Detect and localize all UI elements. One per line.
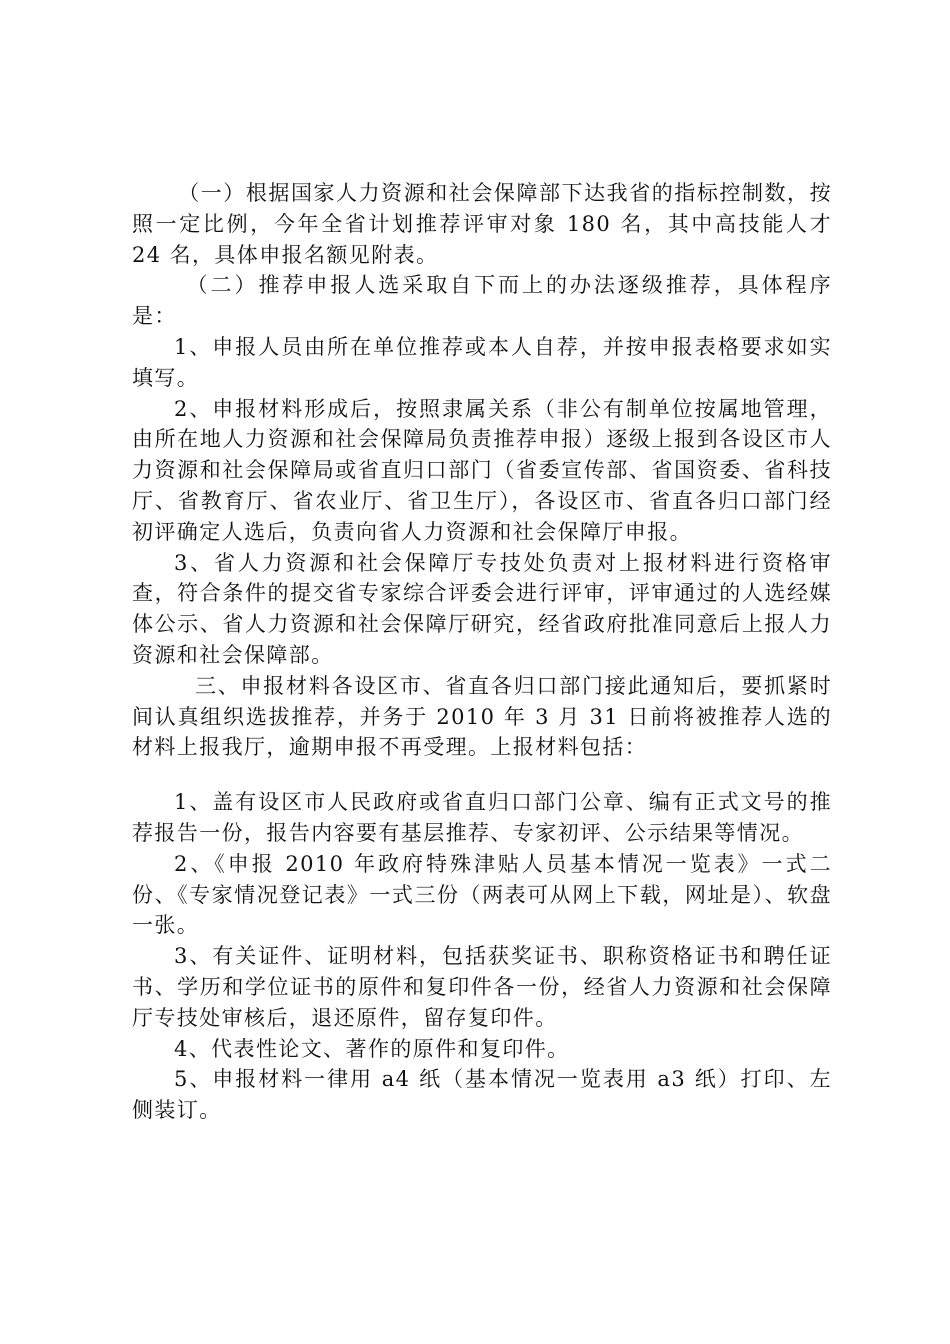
paragraph-gap [132,763,832,787]
paragraph-procedure-step-2: 2、申报材料形成后，按照隶属关系（非公有制单位按属地管理，由所在地人力资源和社会保障局负责推荐申报）逐级上报到各设区市人力资源和社会保障局或省直归口部门（省委宣传部、省国资委、省科技厅、省教育厅、省农业厅、省卫生厅），各设区市、省直各归口部门经初评确定人选后，负责向省人力资源和社会保障厅申报。 [132,396,832,544]
paragraph-procedure-step-1: 1、申报人员由所在单位推荐或本人自荐，并按申报表格要求如实填写。 [132,334,832,390]
paragraph-quota: （一）根据国家人力资源和社会保障部下达我省的指标控制数，按照一定比例，今年全省计划推荐评审对象 180 名，其中高技能人才 24 名，具体申报名额见附表。 [132,181,832,267]
paragraph-material-2: 2、《申报 2010 年政府特殊津贴人员基本情况一览表》一式二份、《专家情况登记表》一式三份（两表可从网上下载，网址是）、软盘一张。 [132,851,832,938]
paragraph-material-3: 3、有关证件、证明材料，包括获奖证书、职称资格证书和聘任证书、学历和学位证书的原件和复印件各一份，经省人力资源和社会保障厅专技处审核后，退还原件，留存复印件。 [132,944,832,1030]
paragraph-material-5: 5、申报材料一律用 a4 纸（基本情况一览表用 a3 纸）打印、左侧装订。 [132,1067,832,1123]
paragraph-procedure-step-3: 3、省人力资源和社会保障厅专技处负责对上报材料进行资格审查，符合条件的提交省专家综合评委会进行评审，评审通过的人选经媒体公示、省人力资源和社会保障厅研究，经省政府批准同意后上报人力资源和社会保障部。 [132,550,832,667]
document-body [132,178,832,1126]
paragraph-material-4: 4、代表性论文、著作的原件和复印件。 [174,1036,570,1061]
paragraph-procedure-intro: （二）推荐申报人选采取自下而上的办法逐级推荐，具体程序是： [132,273,832,329]
paragraph-material-1: 1、盖有设区市人民政府或省直归口部门公章、编有正式文号的推荐报告一份，报告内容要有基层推荐、专家初评、公示结果等情况。 [132,790,832,845]
paragraph-materials-intro: 三、申报材料各设区市、省直各归口部门接此通知后，要抓紧时间认真组织选拔推荐，并务于 2010 年 3 月 31 日前将被推荐人选的材料上报我厅，逾期申报不再受理。上报材料包括： [132,673,832,760]
